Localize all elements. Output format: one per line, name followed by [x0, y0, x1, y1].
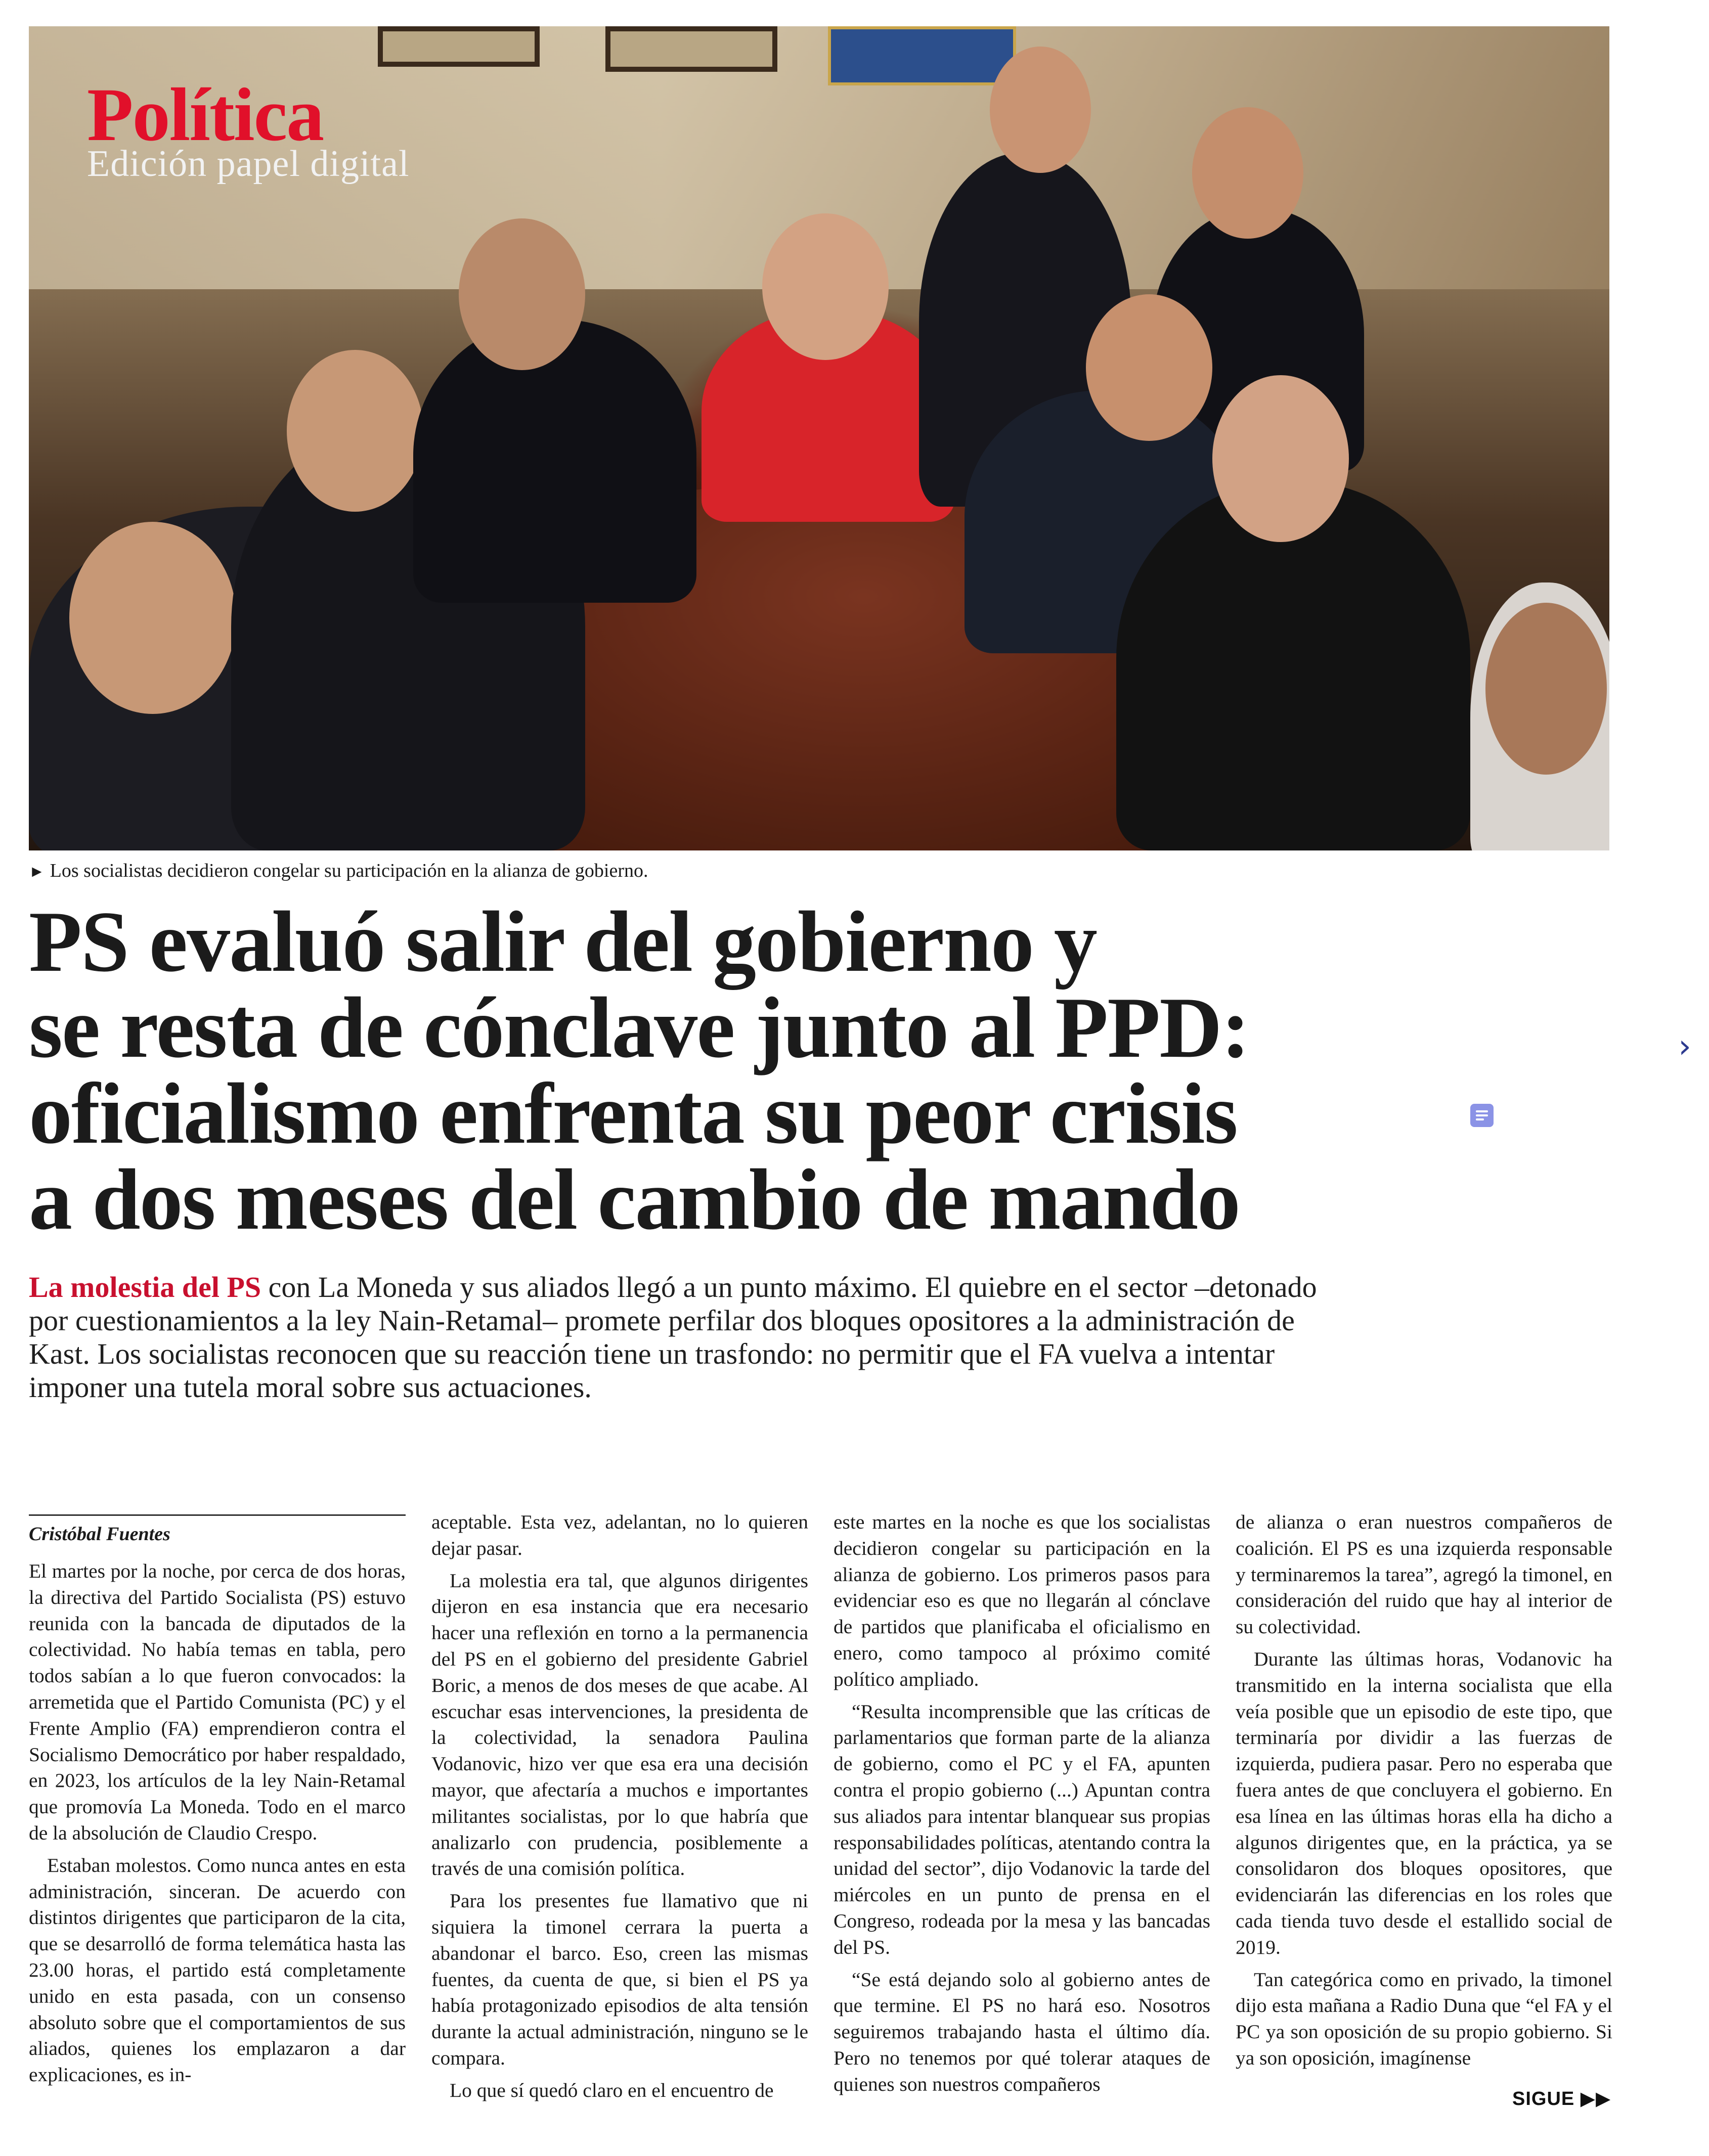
- photo-caption: [29, 860, 1609, 883]
- paragraph: “Se está dejando solo al gobierno antes de que termine. El PS no hará eso. Nosotros seguiremos trabajando hasta el último día. Pero no tenemos por qué tolerar ataques de quienes son nuestros compañeros: [834, 1968, 1210, 2095]
- lead-photo: [29, 26, 1609, 850]
- paragraph: Lo que sí quedó claro en el encuentro de: [450, 2079, 774, 2101]
- section-title: Política: [87, 73, 324, 157]
- headline-line: a dos meses del cambio de mando: [29, 1152, 1240, 1248]
- note-icon[interactable]: [1470, 1104, 1494, 1127]
- paragraph: Para los presentes fue llamativo que ni siquiera la timonel cerrara la puerta a abandonar el barco. Eso, creen las mismas fuentes, da cuenta de que, si bien el PS ya había protagonizado episodios de alta tensión durante la actual administración, ninguno se le compara.: [431, 1890, 808, 2069]
- continue-label: SIGUE ▶▶: [1512, 2088, 1611, 2109]
- caption-marker-icon: ►: [29, 862, 45, 880]
- paragraph: aceptable. Esta vez, adelantan, no lo quieren dejar pasar.: [431, 1511, 808, 1559]
- byline: Cristóbal Fuentes: [29, 1514, 406, 1545]
- photo-person-head: [1086, 294, 1212, 441]
- photo-person-head: [1212, 375, 1349, 542]
- paragraph: El martes por la noche, por cerca de dos horas, la directiva del Partido Socialista (PS) estuvo reunida con la bancada de diputados de la colectividad. No había temas en tabla, pero todos sabían a lo que fueron convocados: la arremetida que el Partido Comunista (PC) y el Frente Amplio (FA) emprendieron contra el Socialismo Democrático por haber respaldado, en 2023, los artículos de la ley Nain-Retamal que promovía La Moneda. Todo en el marco de la absolución de Claudio Crespo.: [29, 1560, 406, 1844]
- deck: [29, 1271, 1344, 1404]
- article-column-1: [29, 1514, 406, 2088]
- photo-person-head: [990, 47, 1091, 173]
- photo-person-head: [1485, 603, 1607, 775]
- photo-wall-frame: [378, 26, 540, 67]
- paragraph: “Resulta incomprensible que las críticas de parlamentarios que forman parte de la alianza de gobierno, como el PC y el FA, apunten contra el propio gobierno (...) Apuntan contra sus aliados para intentar blanquear sus propias responsabilidades políticas, atentando contra la unidad del sector”, dijo Vodanovic la tarde del miércoles en un punto de prensa en el Congreso, rodeada por la mesa y las bancadas del PS.: [834, 1700, 1210, 1958]
- headline-line: oficialismo enfrenta su peor crisis: [29, 1066, 1237, 1162]
- paragraph: de alianza o eran nuestros compañeros de coalición. El PS es una izquierda responsable y terminaremos la tarea”, agregó la timonel, en consideración del ruido que hay al interior de su colectividad.: [1236, 1511, 1612, 1638]
- photo-wall-frame: [605, 26, 777, 72]
- chevron-right-icon[interactable]: ›: [1678, 1028, 1691, 1065]
- section-subtitle: Edición papel digital: [87, 143, 410, 185]
- photo-person-head: [762, 213, 889, 360]
- paragraph: La molestia era tal, que algunos dirigentes dijeron en esa instancia que era necesario hacer una reflexión en torno a la permanencia del PS en el gobierno del presidente Gabriel Boric, a menos de dos meses de que acabe. Al escuchar esas intervenciones, la presidenta de la colectividad, la senadora Paulina Vodanovic, hizo ver que esa era una decisión mayor, que afectaría a muchos e importantes militantes socialistas, por lo que habría que analizarlo con prudencia, posiblemente a través de una comisión política.: [431, 1569, 808, 1880]
- paragraph: Estaban molestos. Como nunca antes en esta administración, sinceran. De acuerdo con distintos dirigentes que participaron de la cita, que se desarrolló de forma telemática hasta las 23.00 horas, el partido está completamente unido en esta pasada, con un consenso absoluto sobre que el comportamientos de sus aliados, quienes los emplazaron a dar explicaciones, es in-: [29, 1854, 406, 2086]
- photo-person-head: [287, 350, 423, 512]
- headline-line: se resta de cónclave junto al PPD:: [29, 980, 1249, 1076]
- paragraph: Durante las últimas horas, Vodanovic ha transmitido en la interna socialista que ella veía posible que un episodio de este tipo, que terminaría por dividir a las fuerzas de izquierda, pudiera pasar. Pero no esperaba que fuera antes de que concluyera el gobierno. En esa línea en las últimas horas ella ha dicho a algunos dirigentes que, en la práctica, ya se consolidaron dos bloques opositores, que evidenciarán las diferencias en los roles que cada tienda tuvo desde el estallido social de 2019.: [1236, 1647, 1612, 1958]
- photo-caption-text: Los socialistas decidieron congelar su participación en la alianza de gobierno.: [50, 860, 648, 881]
- article-column-4: [1236, 1509, 1612, 2072]
- photo-person-head: [69, 522, 236, 714]
- headline: [29, 894, 1394, 1248]
- deck-lead: La molestia del PS: [29, 1271, 261, 1304]
- deck-text: con La Moneda y sus aliados llegó a un punto máximo. El quiebre en el sector –detonado por cuestionamientos a la ley Nain-Retamal– promete perfilar dos bloques opositores a la administración de Kast. Los socialistas reconocen que su reacción tiene un trasfondo: no permitir que el FA vuelva a intentar imponer una tutela moral sobre sus actuaciones.: [29, 1271, 1317, 1404]
- photo-person-head: [1192, 107, 1303, 239]
- paragraph: Tan categórica como en privado, la timonel dijo esta mañana a Radio Duna que “el FA y el PC ya son oposición de su propio gobierno. Si ya son oposición, imagínense: [1236, 1968, 1612, 2069]
- headline-line: PS evaluó salir del gobierno y: [29, 894, 1097, 990]
- article-column-3: [834, 1509, 1210, 2098]
- photo-person-head: [459, 218, 585, 370]
- photo-wall-plaque: [828, 26, 1016, 85]
- article-column-2: [431, 1509, 808, 2104]
- paragraph: este martes en la noche es que los socialistas decidieron congelar su participación en la alianza de gobierno. Los primeros pasos para evidenciar eso es que no llegarán al cónclave de partidos que planificaba el oficialismo en enero, como tampoco al próximo comité político ampliado.: [834, 1511, 1210, 1690]
- photo-person: [413, 320, 696, 603]
